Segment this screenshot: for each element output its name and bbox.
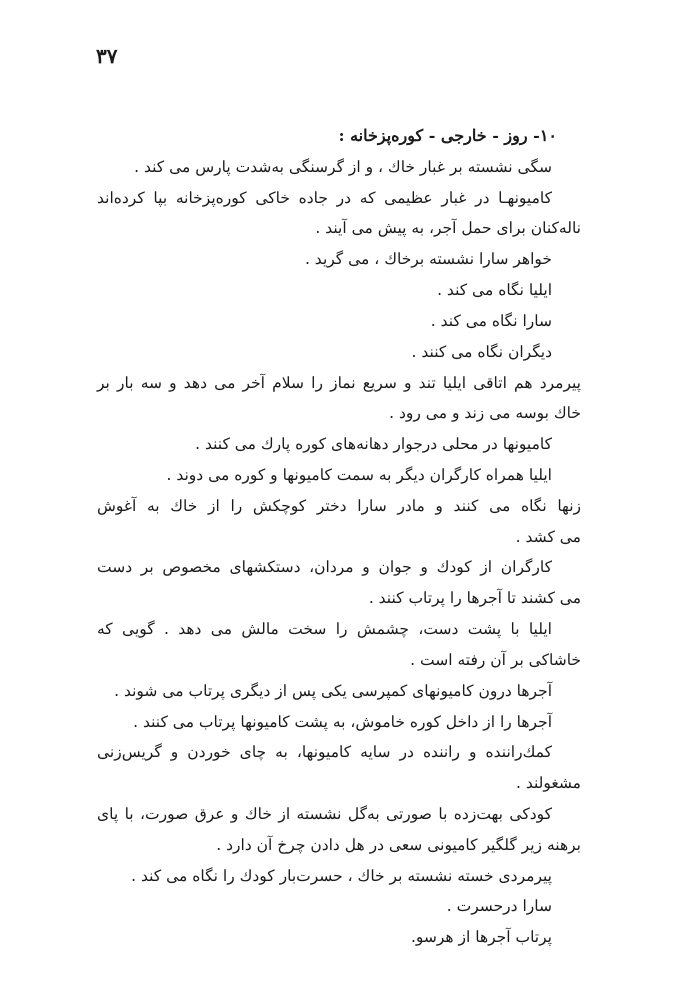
text-line: کامیونهـا در غبار عظیمی که در جاده خاکی کوره‌پزخانه بپا کرده‌اند [97,189,552,207]
text-line: سارا درحسرت . [446,897,552,915]
page-number: ۳۷ [96,44,118,68]
text-line: کامیونها در محلی درجوار دهانه‌های کوره پارك می کنند . [195,435,552,453]
text-line: پیرمردی خسته نشسته بر خاك ، حسرت‌بار کودك را نگاه می کند . [131,867,552,885]
text-line: زنها نگاه می کنند و مادر سارا دختر کوچکش را از خاك به آغوش [97,497,581,515]
text-line: کارگران از کودك و جوان و مردان، دستکشهای مخصوص بر دست [97,558,552,576]
scene-heading: ۱۰- روز - خارجی - کوره‌پزخانه : [338,126,557,145]
text-line: خاك بوسه می زند و می رود . [389,404,581,422]
text-line: ناله‌کنان برای حمل آجر، به پیش می آیند . [315,219,581,237]
text-line: خاشاکی بر آن رفته است . [410,651,581,669]
text-line: ایلیا همراه کارگران دیگر به سمت کامیونها و کوره می دوند . [166,466,552,484]
text-line: خواهر سارا نشسته برخاك ، می گرید . [304,250,552,268]
text-line: آجرها درون کامیونهای کمپرسی یکی پس از دیگری پرتاب می شوند . [114,682,552,700]
text-line: ایلیا با پشت دست، چشمش را سخت مالش می دهد . گویی که [97,620,552,638]
text-line: مشغولند . [515,774,581,792]
text-line: پیرمرد هم اتاقی ایلیا تند و سریع نماز را سلام آخر می دهد و سه بار بر [97,374,581,392]
text-line: می کشد . [515,528,581,546]
text-line: پرتاب آجرها از هرسو. [410,928,552,946]
text-line: سارا نگاه می کند . [430,312,552,330]
text-line: ایلیا نگاه می کند . [437,281,552,299]
text-line: سگی نشسته بر غبار خاك ، و از گرسنگی به‌شدت پارس می کند . [134,158,552,176]
text-line: دیگران نگاه می کنند . [411,343,552,361]
text-line: آجرها را از داخل کوره خاموش، به پشت کامیونها پرتاب می کنند . [133,713,552,731]
text-line: کمك‌راننده و راننده در سایه کامیونها، به چای خوردن و گریس‌زنی [97,743,552,761]
text-line: می کشند تا آجرها را پرتاب کنند . [368,589,581,607]
text-line: کودکی بهت‌زده با صورتی به‌گل نشسته از خاك و عرق صورت، با پای [97,805,552,823]
text-line: برهنه زیر گلگیر کامیونی سعی در هل دادن چرخ آن دارد . [216,836,581,854]
